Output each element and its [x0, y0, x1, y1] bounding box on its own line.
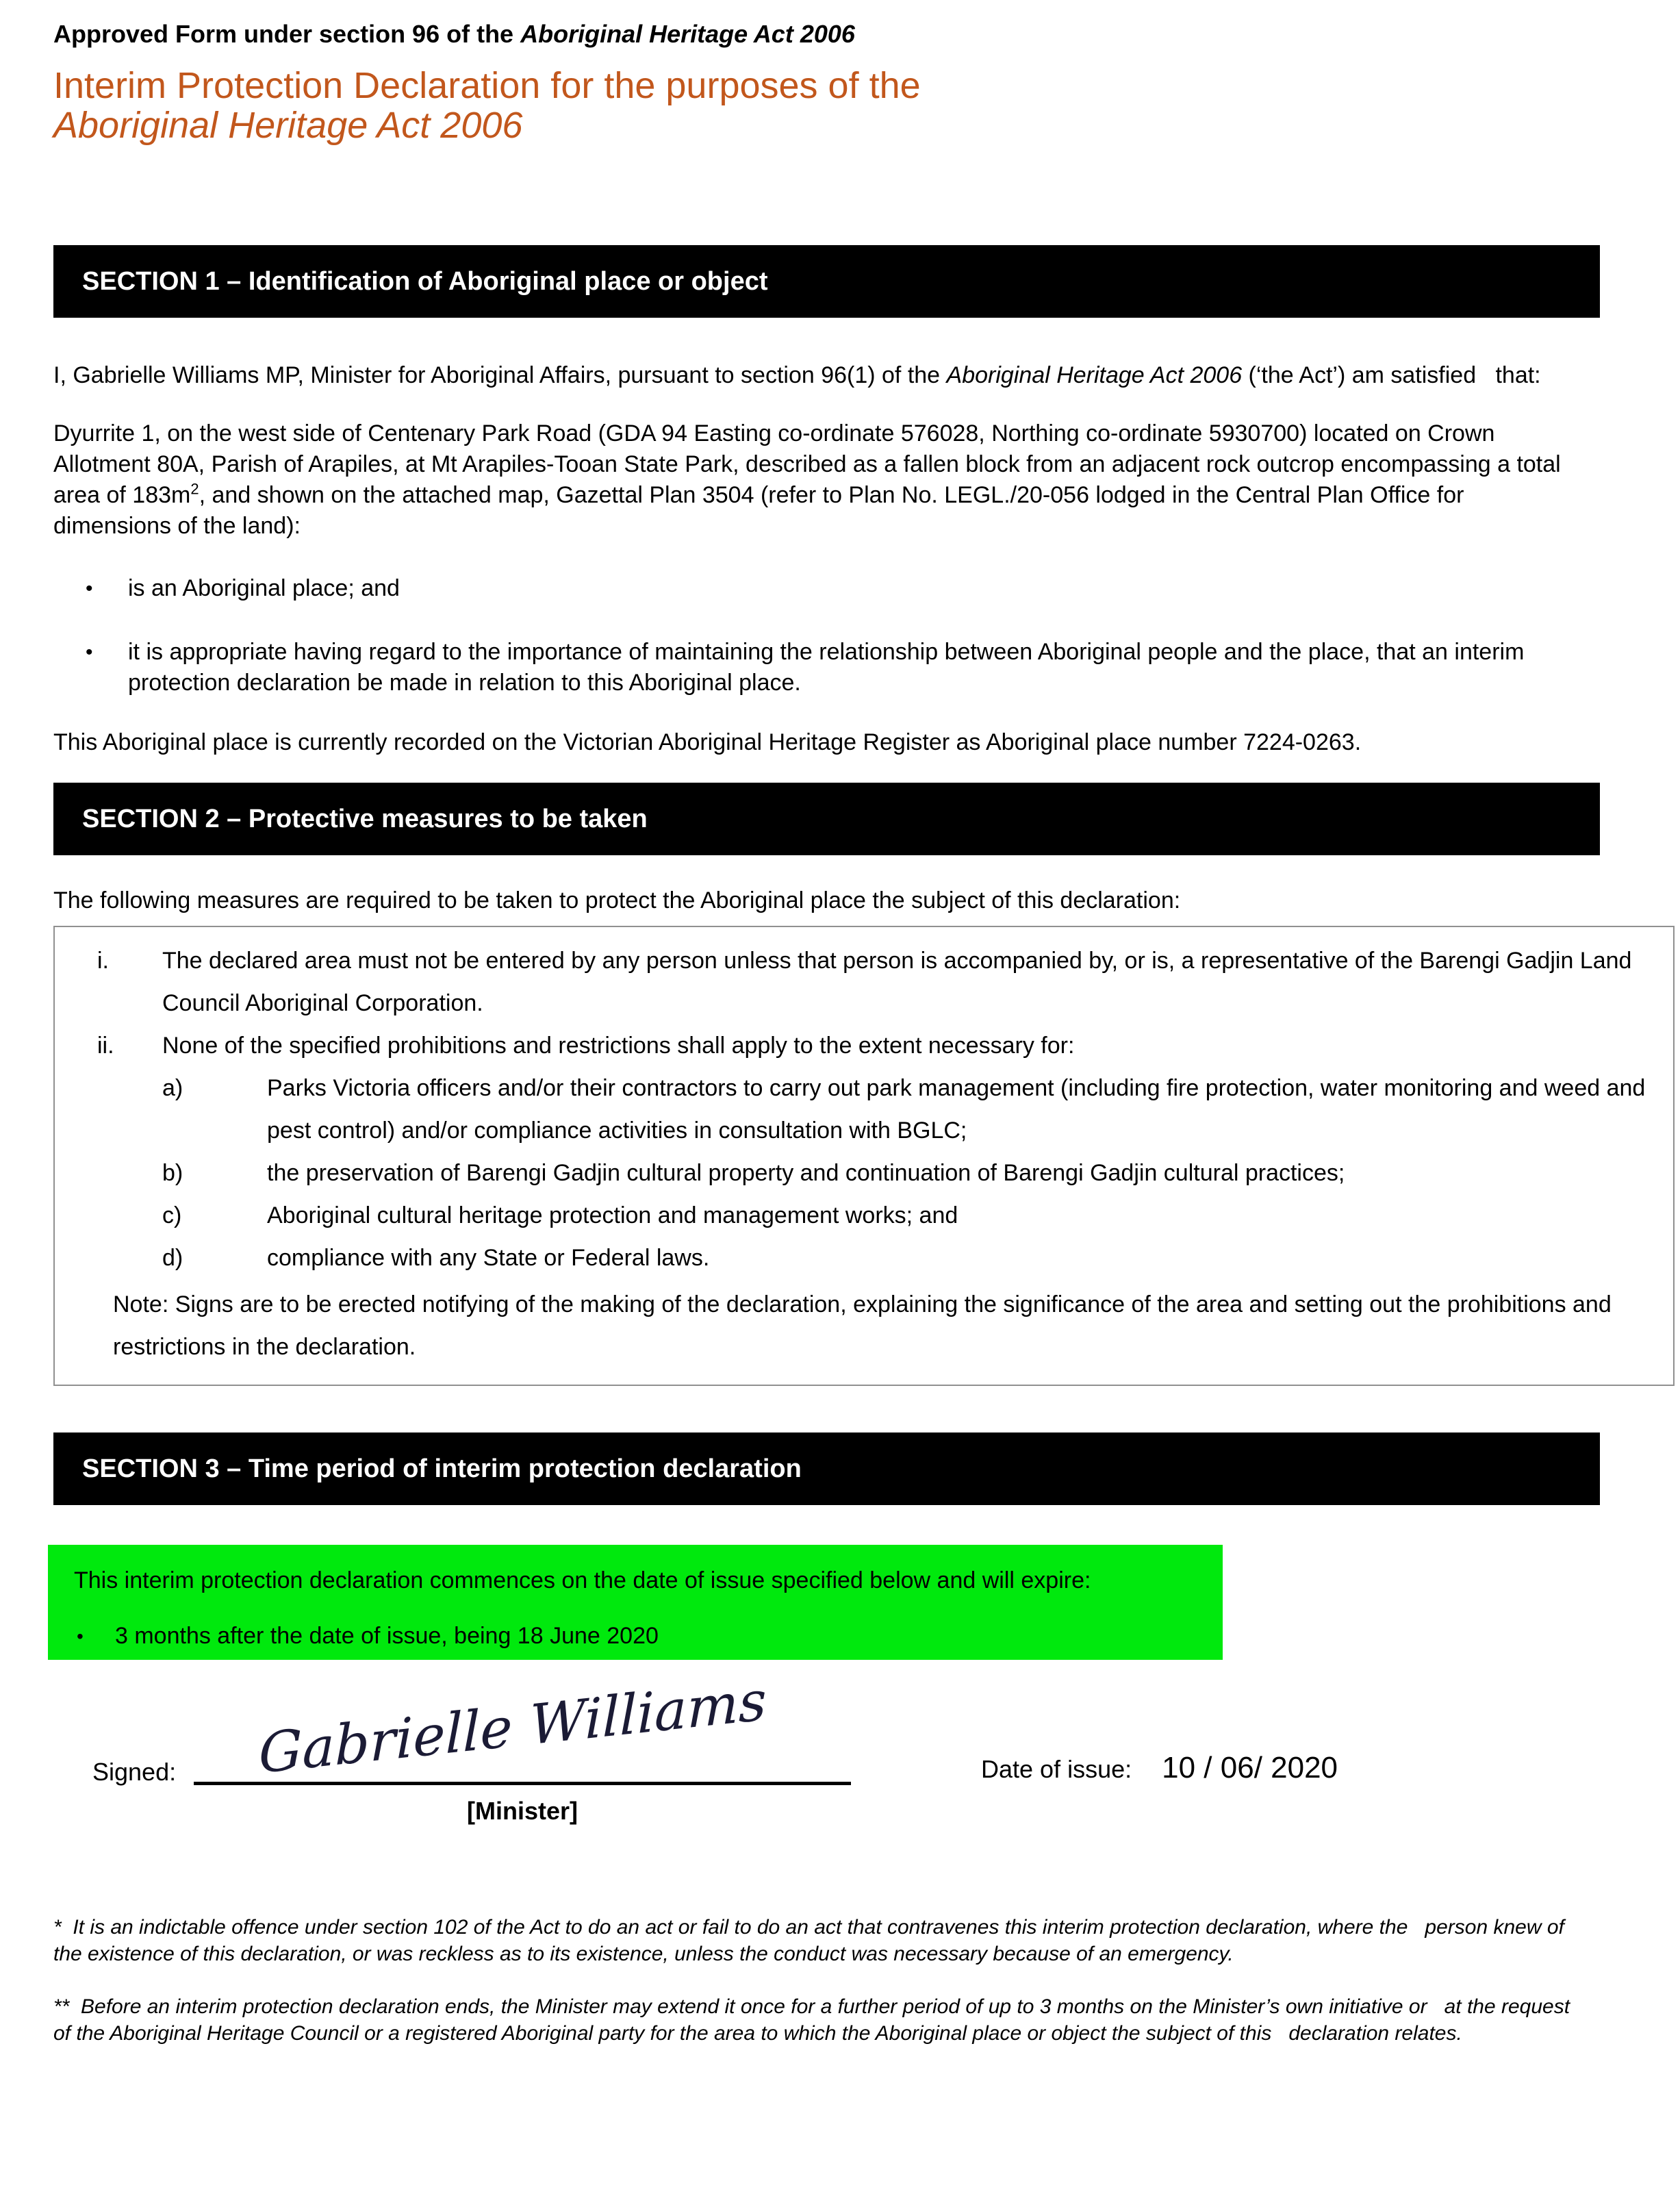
measure-item-text: None of the specified prohibitions and restrictions shall apply to the extent necessary for: — [162, 1033, 1075, 1059]
document-title-act: Aboriginal Heritage Act 2006 — [53, 105, 523, 146]
measure-subitem-label: a) — [162, 1075, 183, 1101]
register-note: This Aboriginal place is currently recorded on the Victorian Aboriginal Heritage Register as Aboriginal place number 7224-0263. — [53, 729, 1362, 755]
bullet-icon: • — [77, 1626, 84, 1647]
section2-banner — [53, 783, 1600, 855]
measure-subitem-text: compliance with any State or Federal laws. — [267, 1245, 710, 1271]
measures-intro: The following measures are required to be taken to protect the Aboriginal place the subject of this declaration: — [53, 887, 1181, 913]
section1-banner — [53, 245, 1600, 318]
measure-item-text: The declared area must not be entered by any person unless that person is accompanied by, or is, a representative of the Barengi Gadjin Land Council Aboriginal Corporation. — [162, 948, 1638, 1016]
approved-form-act: Aboriginal Heritage Act 2006 — [520, 20, 855, 48]
measure-item-i — [55, 939, 1662, 1024]
measure-subitem-label: d) — [162, 1245, 183, 1271]
signed-label: Signed: — [92, 1758, 177, 1786]
signature-block — [53, 1668, 1581, 1854]
approved-form-prefix: Approved Form under section 96 of the — [53, 20, 521, 48]
measure-subitem-label: c) — [162, 1202, 182, 1228]
measures-note: Note: Signs are to be erected notifying of the making of the declaration, explaining the significance of the area and setting out the prohibitions and restrictions in the declaration. — [113, 1291, 1618, 1360]
approved-form-line — [53, 19, 1581, 49]
protective-measures-box — [53, 926, 1675, 1386]
bullet-icon: • — [86, 641, 93, 664]
measure-item-ii — [55, 1024, 1662, 1067]
measure-item-label: i. — [97, 948, 109, 974]
bullet-text: is an Aboriginal place; and — [128, 575, 400, 601]
minister-intro-paragraph — [53, 360, 1581, 391]
minister-label: [Minister] — [467, 1797, 578, 1825]
measure-item-label: ii. — [97, 1033, 114, 1059]
document-title-line1: Interim Protection Declaration for the purposes of the — [53, 65, 921, 106]
minister-intro-post: (‘the Act’) am satisfied that: — [1242, 362, 1541, 388]
minister-signature: Gabrielle Williams — [259, 1668, 767, 1786]
minister-intro-act: Aboriginal Heritage Act 2006 — [946, 362, 1243, 388]
commencement-text: This interim protection declaration commences on the date of issue specified below and will expire: — [74, 1567, 1091, 1593]
expiry-bullet-item — [74, 1621, 1202, 1652]
place-description-pre: Dyurrite 1, on the west side of Centenary Park Road (GDA 94 Easting co-ordinate 576028, Northing co-ordinate 5930700) located on Crown Allotment 80A, Parish of Arapiles, at Mt Arapiles-Tooan State Park, described as a fallen block from an adjacent rock outcrop encompassing a total area of 183m — [53, 420, 1568, 508]
bullet-text: it is appropriate having regard to the importance of maintaining the relationship between Aboriginal people and the place, that an interim protection declaration be made in relation to this Aboriginal place. — [128, 639, 1531, 696]
measure-subitem-text: the preservation of Barengi Gadjin cultural property and continuation of Barengi Gadjin cultural practices; — [267, 1160, 1345, 1186]
signature-line — [194, 1668, 851, 1786]
place-description-post: , and shown on the attached map, Gazettal Plan 3504 (refer to Plan No. LEGL./20-056 lodged in the Central Plan Office for dimensions of the land): — [53, 482, 1471, 539]
commencement-highlight — [48, 1545, 1223, 1660]
measure-subitem-label: b) — [162, 1160, 183, 1186]
date-of-issue — [981, 1751, 1338, 1785]
measure-subitem-d — [55, 1237, 1662, 1279]
section2-heading: SECTION 2 – Protective measures to be taken — [82, 804, 648, 833]
section3-banner — [53, 1433, 1600, 1505]
measure-subitem-a — [55, 1067, 1662, 1152]
footnote-extension: ** Before an interim protection declaration ends, the Minister may extend it once for a further period of up to 3 months on the Minister’s own initiative or at the request of the Aboriginal Heritage Council or a registered Aboriginal party for the area to which the Aboriginal place or object the subject of this declaration relates. — [53, 1995, 1576, 2045]
date-of-issue-label: Date of issue: — [981, 1755, 1132, 1783]
expiry-bullet-text: 3 months after the date of issue, being 18 June 2020 — [115, 1623, 659, 1649]
measure-subitem-c — [55, 1194, 1662, 1237]
section3-heading: SECTION 3 – Time period of interim protection declaration — [82, 1454, 802, 1483]
footnote-offence: * It is an indictable offence under section 102 of the Act to do an act or fail to do an act that contravenes this interim protection declaration, where the person knew of the existence of this declaration, or was reckless as to its existence, unless the conduct was necessary because of an emergency. — [53, 1916, 1570, 1965]
list-item — [53, 637, 1581, 698]
place-description-paragraph — [53, 418, 1581, 542]
list-item — [53, 573, 1581, 604]
place-bullet-list — [53, 573, 1581, 698]
section1-heading: SECTION 1 – Identification of Aboriginal place or object — [82, 266, 768, 296]
bullet-icon: • — [86, 577, 93, 600]
document-title — [53, 66, 1581, 145]
measure-subitem-text: Aboriginal cultural heritage protection and management works; and — [267, 1202, 958, 1228]
date-of-issue-value: 10 / 06/ 2020 — [1162, 1751, 1338, 1784]
measure-subitem-b — [55, 1152, 1662, 1194]
square-metres-superscript: 2 — [190, 480, 199, 498]
minister-intro-pre: I, Gabrielle Williams MP, Minister for Aboriginal Affairs, pursuant to section 96(1) of the — [53, 362, 947, 388]
measure-subitem-text: Parks Victoria officers and/or their contractors to carry out park management (including fire protection, water monitoring and weed and pest control) and/or compliance activities in consultation with BGLC; — [267, 1075, 1652, 1144]
